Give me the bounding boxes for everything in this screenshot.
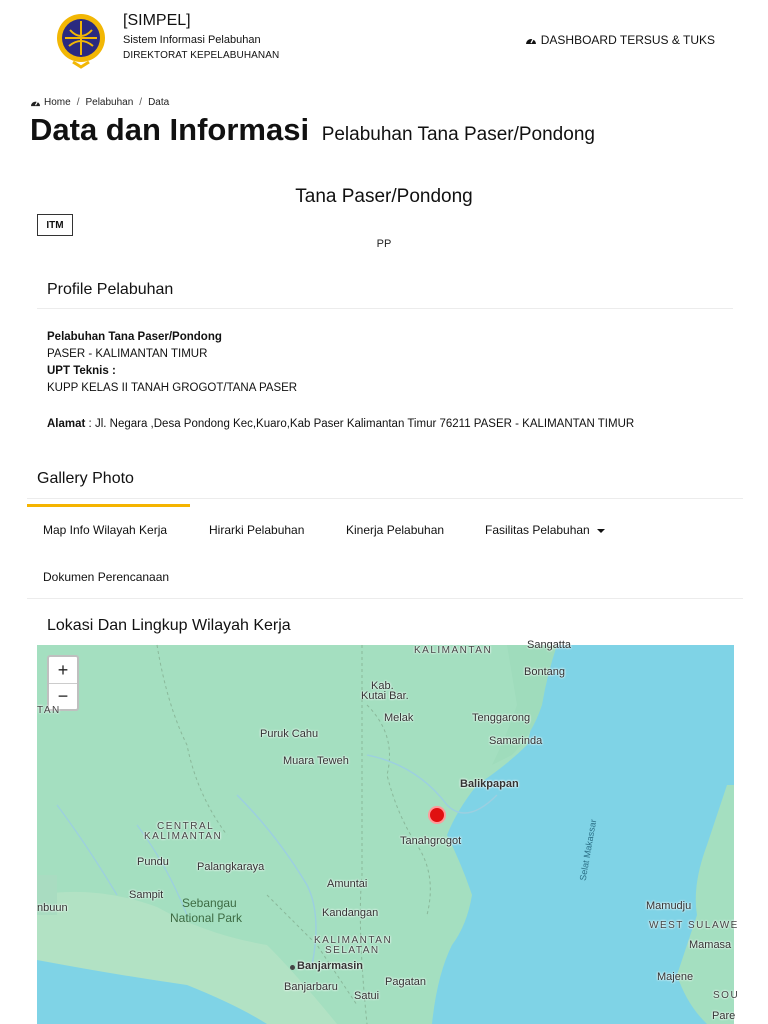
address-line bbox=[47, 418, 634, 430]
map-label: Satui bbox=[354, 990, 380, 1002]
map-label: nbuun bbox=[37, 902, 68, 914]
map-label: KALIMANTAN bbox=[414, 645, 493, 656]
port-region: PASER - KALIMANTAN TIMUR bbox=[47, 348, 208, 360]
upt-value: KUPP KELAS II TANAH GROGOT/TANA PASER bbox=[47, 382, 298, 394]
divider bbox=[27, 498, 743, 499]
map-label: Kutai Bar. bbox=[361, 690, 409, 702]
caret-down-icon bbox=[597, 529, 605, 533]
page-title bbox=[30, 112, 595, 148]
port-type-code: PP bbox=[376, 238, 392, 250]
map-label: Pundu bbox=[137, 856, 169, 868]
itm-badge: ITM bbox=[37, 214, 73, 236]
map-label: KALIMANTAN bbox=[144, 831, 223, 842]
page-title-main: Data dan Informasi bbox=[30, 112, 310, 147]
breadcrumb bbox=[30, 97, 169, 108]
brand-title[interactable]: [SIMPEL] bbox=[123, 12, 191, 29]
brand-org: DIREKTORAT KEPELABUHANAN bbox=[123, 50, 280, 61]
zoom-in-button[interactable]: + bbox=[57, 659, 69, 680]
map-label: Kab. bbox=[371, 680, 394, 692]
map-label: Majene bbox=[657, 971, 694, 983]
map-label: Palangkaraya bbox=[197, 861, 265, 873]
map-label: SOU bbox=[713, 990, 740, 1001]
map-label: KALIMANTAN bbox=[314, 935, 393, 946]
map-label: Balikpapan bbox=[460, 778, 519, 790]
tab-kinerja[interactable]: Kinerja Pelabuhan bbox=[346, 523, 445, 537]
brand-subtitle: Sistem Informasi Pelabuhan bbox=[123, 34, 261, 46]
breadcrumb-separator: / bbox=[76, 97, 80, 108]
map-label: Selat Makassar bbox=[577, 818, 599, 882]
header bbox=[0, 0, 768, 80]
map-label: CENTRAL bbox=[157, 821, 215, 832]
location-section-title: Lokasi Dan Lingkup Wilayah Kerja bbox=[47, 617, 291, 634]
tab-dokumen[interactable]: Dokumen Perencanaan bbox=[43, 570, 170, 584]
map-label: Banjarbaru bbox=[284, 981, 338, 993]
profile-block bbox=[47, 329, 297, 397]
divider bbox=[27, 598, 743, 599]
map-label: Sampit bbox=[129, 889, 164, 901]
breadcrumb-separator: / bbox=[139, 97, 143, 108]
zoom-control bbox=[47, 655, 79, 711]
breadcrumb-home-label: Home bbox=[44, 97, 71, 108]
map-label: Banjarmasin bbox=[297, 960, 364, 972]
map-label: Tanahgrogot bbox=[400, 835, 462, 847]
address-label: Alamat bbox=[47, 418, 86, 430]
map-label: Mamudju bbox=[646, 900, 692, 912]
map-label: Sebangau bbox=[182, 896, 237, 910]
map-label: Bontang bbox=[524, 666, 565, 678]
map-label: Tenggarong bbox=[472, 712, 531, 724]
gauge-icon bbox=[30, 98, 41, 107]
breadcrumb-pelabuhan[interactable]: Pelabuhan bbox=[85, 97, 134, 108]
port-location-marker[interactable] bbox=[428, 806, 446, 824]
zoom-out-button[interactable]: − bbox=[49, 683, 77, 709]
map-label: TAN bbox=[37, 705, 61, 716]
breadcrumb-home[interactable] bbox=[30, 97, 71, 108]
city-dot bbox=[290, 965, 295, 970]
kemenhub-logo-icon[interactable] bbox=[55, 12, 107, 68]
tab-hirarki[interactable]: Hirarki Pelabuhan bbox=[209, 523, 305, 537]
dashboard-nav-link[interactable] bbox=[525, 33, 715, 47]
map-label: National Park bbox=[170, 911, 243, 925]
tab-map-info[interactable]: Map Info Wilayah Kerja bbox=[43, 523, 168, 537]
divider bbox=[37, 308, 733, 309]
map-label: Pare bbox=[712, 1010, 736, 1022]
map-label: Kandangan bbox=[322, 907, 379, 919]
address-value: : Jl. Negara ,Desa Pondong Kec,Kuaro,Kab Paser Kalimantan Timur 76211 PASER - KALIMANTAN TIMUR bbox=[85, 418, 635, 430]
map-label: SELATAN bbox=[325, 945, 380, 956]
active-tab-indicator bbox=[27, 504, 190, 507]
tab-fasilitas[interactable] bbox=[485, 523, 605, 537]
map-label: Puruk Cahu bbox=[260, 728, 319, 740]
map-label: Amuntai bbox=[327, 878, 368, 890]
map-label: WEST SULAWE bbox=[649, 920, 739, 931]
breadcrumb-data[interactable]: Data bbox=[148, 97, 170, 108]
dashboard-nav-label: DASHBOARD TERSUS & TUKS bbox=[540, 33, 715, 47]
map-view[interactable] bbox=[37, 639, 740, 1024]
page-title-subtitle: Pelabuhan Tana Paser/Pondong bbox=[321, 124, 595, 145]
map-label: Muara Teweh bbox=[283, 755, 349, 767]
port-name-heading: Tana Paser/Pondong bbox=[295, 186, 473, 207]
tab-fasilitas-label: Fasilitas Pelabuhan bbox=[485, 523, 590, 537]
port-full-name: Pelabuhan Tana Paser/Pondong bbox=[47, 331, 222, 343]
upt-label: UPT Teknis : bbox=[47, 365, 116, 377]
map-label: Samarinda bbox=[489, 735, 543, 747]
map-label: Mamasa bbox=[689, 939, 732, 951]
gallery-title: Gallery Photo bbox=[37, 470, 134, 487]
map-label: Pagatan bbox=[385, 976, 426, 988]
map-label: Melak bbox=[384, 712, 414, 724]
map-label: Sangatta bbox=[527, 639, 572, 651]
gauge-icon bbox=[525, 35, 537, 45]
profile-section-title: Profile Pelabuhan bbox=[47, 281, 174, 298]
